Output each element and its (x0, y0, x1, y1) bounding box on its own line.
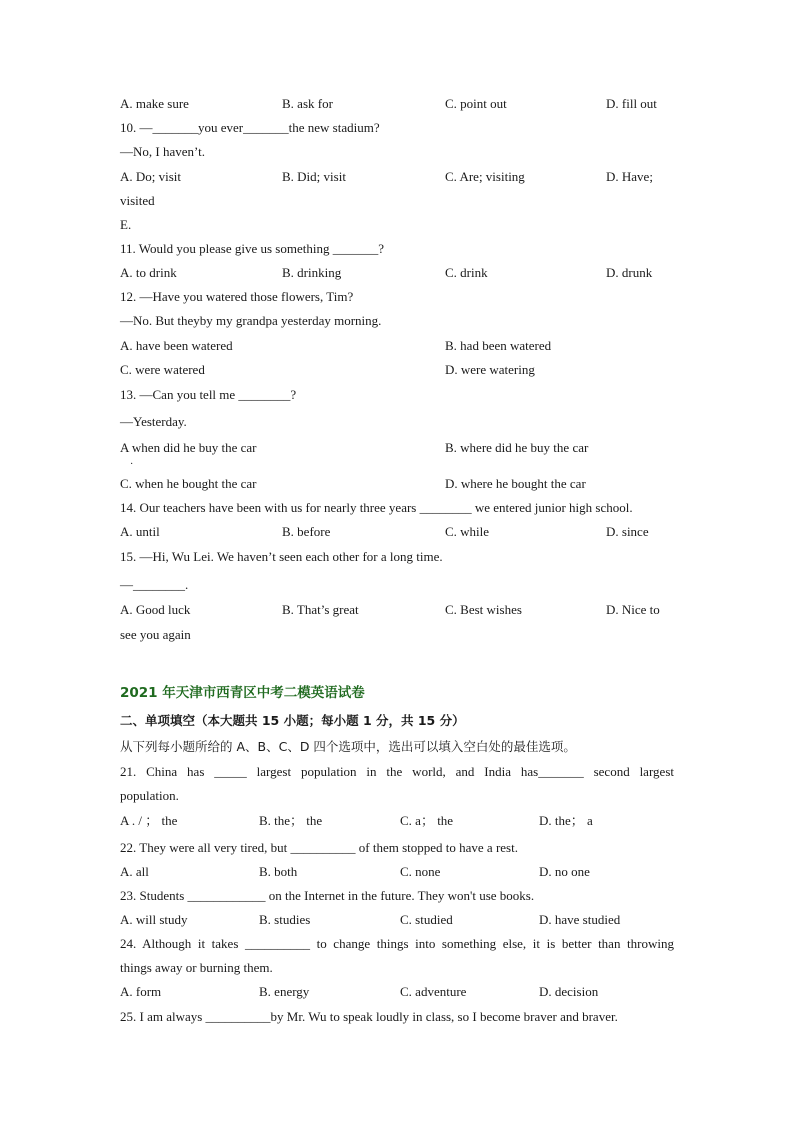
option-d: D. Have; (606, 169, 653, 184)
question-24: 24. Although it takes __________ to change things into something else, it is better than throwing (120, 936, 674, 951)
option-d: D. since (606, 524, 649, 539)
option-b: B. ask for (282, 96, 333, 111)
option-d: D. where he bought the car (445, 476, 586, 491)
option-b: B. studies (259, 912, 311, 927)
option-c: C. studied (400, 912, 453, 927)
option-a: A. Do; visit (120, 169, 182, 184)
option-a: A. until (120, 524, 160, 539)
option-b: B. before (282, 524, 331, 539)
option-a: A. will study (120, 912, 188, 927)
question-21: 21. China has _____ largest population in the world, and India has_______ second largest (120, 764, 674, 779)
option-a: A. form (120, 984, 162, 999)
option-d: D. fill out (606, 96, 657, 111)
answer-line: —Yesterday. (120, 414, 187, 429)
option-c: C. a； the (400, 813, 454, 828)
option-c: C. adventure (400, 984, 467, 999)
question-14: 14. Our teachers have been with us for nearly three years ________ we entered junior high school. (120, 500, 633, 515)
option-b: B. where did he buy the car (445, 440, 589, 455)
question-24-continued: things away or burning them. (120, 960, 273, 975)
question-13: 13. —Can you tell me ________? (120, 387, 297, 402)
option-b: B. Did; visit (282, 169, 346, 184)
question-25: 25. I am always __________by Mr. Wu to speak loudly in class, so I become braver and braver. (120, 1009, 618, 1024)
option-b: B. both (259, 864, 298, 879)
option-a: A. have been watered (120, 338, 233, 353)
option-d-continued: visited (120, 193, 155, 208)
section-instruction: 从下列每小题所给的 A、B、C、D 四个选项中，选出可以填入空白处的最佳选项。 (120, 739, 576, 754)
option-a: A. all (120, 864, 149, 879)
option-b: B. drinking (282, 265, 342, 280)
option-c: C. when he bought the car (120, 476, 257, 491)
option-d: D. the； a (539, 813, 593, 828)
question-10: 10. —_______you ever_______the new stadium? (120, 120, 380, 135)
option-d: D. drunk (606, 265, 653, 280)
option-d: D. were watering (445, 362, 535, 377)
answer-line: —No. But theyby my grandpa yesterday morning. (120, 313, 382, 328)
option-c: C. point out (445, 96, 507, 111)
section-heading: 二、单项填空（本大题共 15 小题；每小题 1 分，共 15 分） (120, 713, 465, 728)
question-21-continued: population. (120, 788, 179, 803)
option-b: B. had been watered (445, 338, 552, 353)
option-a: A. to drink (120, 265, 177, 280)
option-d-continued: see you again (120, 627, 191, 642)
option-c: C. drink (445, 265, 488, 280)
exam-title: 2021 年天津市西青区中考二模英语试卷 (120, 685, 365, 701)
option-c: C. while (445, 524, 490, 539)
option-c: C. were watered (120, 362, 205, 377)
question-23: 23. Students ____________ on the Internet in the future. They won't use books. (120, 888, 535, 903)
option-a: A when did he buy the car (120, 440, 257, 455)
option-a: A. make sure (120, 96, 189, 111)
answer-line: —No, I haven’t. (120, 144, 205, 159)
option-c: C. none (400, 864, 441, 879)
option-c: C. Best wishes (445, 602, 522, 617)
question-11: 11. Would you please give us something _______? (120, 241, 384, 256)
stray-dot: · (130, 459, 134, 470)
option-a: A . / ； the (120, 813, 178, 828)
answer-line: —________. (120, 577, 189, 592)
option-a: A. Good luck (120, 602, 191, 617)
question-15: 15. —Hi, Wu Lei. We haven’t seen each other for a long time. (120, 549, 443, 564)
option-b: B. That’s great (282, 602, 359, 617)
option-d: D. no one (539, 864, 590, 879)
question-12: 12. —Have you watered those flowers, Tim? (120, 289, 354, 304)
option-d: D. Nice to (606, 602, 660, 617)
question-22: 22. They were all very tired, but __________ of them stopped to have a rest. (120, 840, 518, 855)
option-b: B. the； the (259, 813, 323, 828)
option-b: B. energy (259, 984, 310, 999)
option-d: D. decision (539, 984, 599, 999)
option-c: C. Are; visiting (445, 169, 525, 184)
option-e: E. (120, 217, 132, 232)
option-d: D. have studied (539, 912, 621, 927)
